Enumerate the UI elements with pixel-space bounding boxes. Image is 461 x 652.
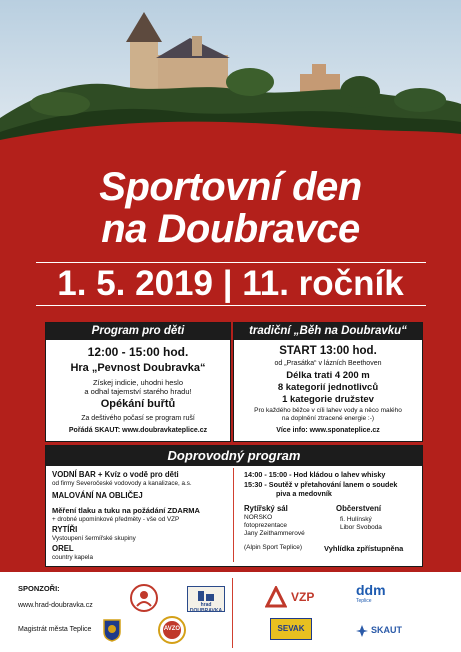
refreshment-label: Občerstvení <box>336 504 382 513</box>
kids-rain-note: Za deštivého počasí se program ruší <box>81 415 195 422</box>
kids-organizer: Pořádá SKAUT: www.doubravkateplice.cz <box>68 427 208 434</box>
water-bar-sub: od firmy Severočeské vodovody a kanalizace, a.s. <box>52 480 192 487</box>
kids-game: Hra „Pevnost Doubravka“ <box>70 362 206 374</box>
sevak-logo-text: SEVAK <box>277 624 305 633</box>
run-note2: na doplnění ztracené energie :-) <box>281 415 375 422</box>
vzp-logo <box>265 586 315 613</box>
hall-line1: NORSKO <box>244 514 273 521</box>
sponsors-label: SPONZOŘI: <box>18 584 60 593</box>
refreshment-line2: Libor Svoboda <box>340 524 382 531</box>
hall-label: Rytířský sál <box>244 504 288 513</box>
divider-bottom <box>36 305 426 306</box>
orel: OREL <box>52 544 74 553</box>
skaut-logo-text: SKAUT <box>371 625 402 635</box>
face-paint: MALOVÁNÍ NA OBLIČEJ <box>52 491 143 500</box>
run-start: START 13:00 hod. <box>279 345 377 357</box>
measure-sub: + drobné upomínkové předměty - vše od VZP <box>52 516 180 523</box>
knights-sub: Vystoupení šermířské skupiny <box>52 535 136 542</box>
event-date: 1. 5. 2019 | 11. ročník <box>57 264 404 303</box>
run-individual: 8 kategorií jednotlivců <box>277 382 379 393</box>
tug-of-war-line2: piva a medovník <box>276 489 332 498</box>
vzp-logo-text: VZP <box>291 590 315 604</box>
run-box <box>233 322 423 442</box>
run-info: Více info: www.sponateplice.cz <box>276 427 380 434</box>
kids-program-heading: Program pro děti <box>46 323 230 340</box>
kids-game-desc2: a odhal tajemství starého hradu! <box>84 387 192 396</box>
kids-game-desc1: Získej indicie, uhodni heslo <box>92 378 184 387</box>
poster-title-line2: na Doubravce <box>101 207 360 251</box>
sponsors-web: www.hrad-doubravka.cz <box>18 602 93 609</box>
side-program-heading: Doprovodný program <box>46 446 422 466</box>
knights: RYTÍŘI <box>52 525 78 534</box>
teplice-crest-icon <box>102 618 122 647</box>
orel-sub: country kapela <box>52 554 93 561</box>
ddm-logo-text: ddm <box>356 582 386 598</box>
sevak-logo <box>270 618 312 640</box>
doubravka-logo-text: hrad DOUBRAVKA <box>189 602 223 614</box>
sports-club-logo <box>130 584 158 617</box>
run-note1: Pro každého běžce v cíli lahev vody a něco malého <box>254 407 402 414</box>
kids-time: 12:00 - 15:00 hod. <box>87 345 189 359</box>
footer-divider <box>232 578 233 648</box>
hall-line3: Jany Zeithammerové <box>244 530 305 537</box>
sponsors-city: Magistrát města Teplice <box>18 626 92 633</box>
kids-food: Opékání buřtů <box>100 398 176 410</box>
castle-photo <box>0 0 461 140</box>
kids-program-box <box>45 322 231 442</box>
avzo-logo <box>158 616 186 649</box>
ddm-logo-sub: Teplice <box>356 598 372 604</box>
side-program-box <box>45 445 423 567</box>
sponsors-footer <box>0 572 461 652</box>
run-heading: tradiční „Běh na Doubravku“ <box>234 323 422 340</box>
hall-line2: fotoprezentace <box>244 522 288 529</box>
skaut-logo <box>355 624 402 643</box>
box-divider <box>233 468 234 562</box>
divider-top <box>36 262 426 263</box>
run-length: Délka trati 4 200 m <box>286 370 370 381</box>
tug-of-war-line1: 15:30 - Soutěž v přetahování lanem o soudek <box>244 480 398 489</box>
poster-title-line1: Sportovní den <box>99 165 362 209</box>
doubravka-logo <box>187 586 225 612</box>
measure: Měření tlaku a tuku na požádání ZDARMA <box>52 506 200 515</box>
log-throw: 14:00 - 15:00 - Hod kládou o lahev whisky <box>244 470 386 479</box>
lookout: Vyhlídka zpřístupněna <box>324 544 404 553</box>
run-from: od „Prasátka“ v lázních Beethoven <box>274 360 382 367</box>
ddm-logo <box>356 582 386 612</box>
water-bar: VODNÍ BAR + Kvíz o vodě pro děti <box>52 470 179 479</box>
avzo-logo-text: AVZO <box>163 626 181 632</box>
hall-line4: (Alpin Sport Teplice) <box>244 544 303 551</box>
run-teams: 1 kategorie družstev <box>282 394 374 405</box>
refreshment-line1: fi. Hulínský <box>340 516 372 523</box>
